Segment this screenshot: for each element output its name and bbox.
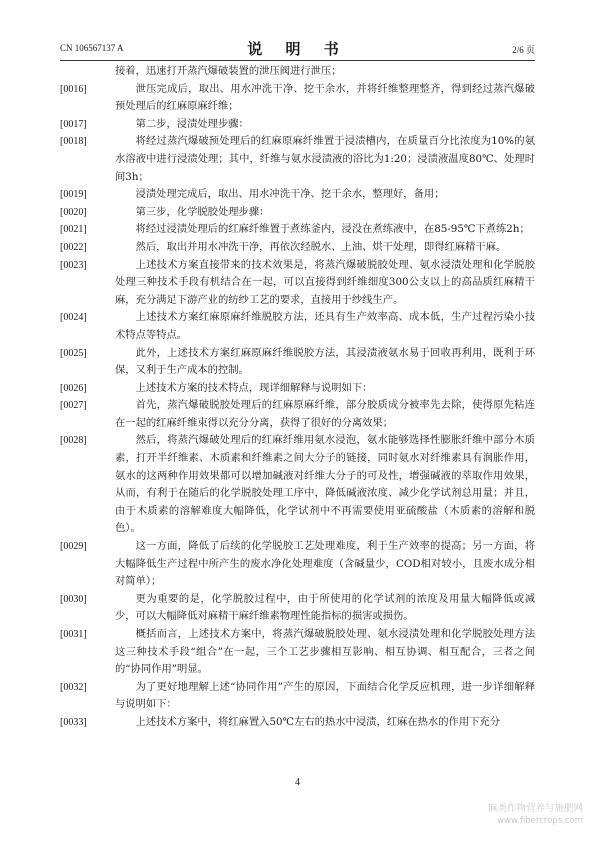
paragraph	[60, 186, 535, 204]
page-ref: 2/6 页	[512, 45, 535, 55]
paragraph-text: 接着，迅速打开蒸汽爆破装置的泄压阀进行泄压；	[115, 65, 342, 77]
paragraph	[60, 380, 535, 398]
paragraph	[60, 63, 535, 81]
page-number: 4	[295, 777, 300, 788]
paragraph-text: 泄压完成后，取出、用水冲洗干净、挖干余水，并将纤维整理整齐，得到经过蒸汽爆破预处理后的红麻原麻纤维；	[115, 82, 535, 113]
paragraph-number: [0033]	[60, 716, 87, 728]
paragraph-number: [0023]	[60, 259, 87, 271]
paragraph	[60, 133, 535, 186]
body-text	[60, 63, 535, 732]
paragraph	[60, 345, 535, 380]
paragraph-text: 浸渍处理完成后，取出、用水冲洗干净、挖干余水，整理好，备用；	[135, 188, 445, 201]
paragraph	[60, 591, 535, 626]
header-rule	[60, 60, 535, 61]
paragraph-text: 上述技术方案的技术特点，现详细解释与说明如下：	[135, 381, 373, 394]
paragraph-number: [0030]	[60, 593, 87, 605]
paragraph-number: [0018]	[60, 136, 87, 148]
paragraph	[60, 257, 535, 310]
paragraph	[60, 221, 535, 239]
paragraph	[60, 626, 535, 679]
paragraph-number: [0017]	[60, 118, 87, 130]
paragraph-number: [0026]	[60, 382, 87, 394]
paragraph	[60, 538, 535, 591]
paragraph-number: [0027]	[60, 400, 87, 412]
paragraph-number: [0024]	[60, 312, 87, 324]
paragraph-number: [0021]	[60, 224, 87, 236]
paragraph	[60, 714, 535, 732]
paragraph-text: 上述技术方案红麻原麻纤维脱胶方法，还具有生产效率高、成本低，生产过程污染小技术特点等特点。	[115, 311, 535, 341]
paragraph-number: [0019]	[60, 189, 87, 201]
paragraph-text: 此外，上述技术方案红麻原麻纤维脱胶方法，其浸渍液氨水易于回收再利用，既利于环保，又利于生产成本的控制。	[115, 346, 535, 377]
paragraph-number: [0028]	[60, 435, 87, 447]
paragraph	[60, 204, 535, 222]
paragraph	[60, 679, 535, 714]
paragraph-text: 这一方面，降低了后续的化学脱胶工艺处理难度，利于生产效率的提高；另一方面，将大幅降低生产过程中所产生的废水净化处理难度（含碱量少，COD相对较小，且废水成分相对简单）；	[115, 540, 535, 588]
watermark-url: www.fibercrops.com	[497, 816, 583, 826]
paragraph-text: 概括而言，上述技术方案中，将蒸汽爆破脱胶处理、氨水浸渍处理和化学脱胶处理方法这三种技术手段“组合”在一起，三个工艺步骤相互影响、相互协调、相互配合，三者之间的“协同作用”明显。	[115, 628, 535, 676]
paragraph-number: [0029]	[60, 541, 87, 553]
paragraph-text: 更为重要的是，化学脱胶过程中，由于所使用的化学试剂的浓度及用量大幅降低或减少，可以大幅降低对麻精干麻纤维素物理性能指标的损害或损伤。	[115, 592, 535, 623]
doc-number: CN 106567137 A	[60, 43, 124, 53]
paragraph-text: 将经过浸渍处理后的红麻纤维置于煮练釜内，浸没在煮练液中，在85-95℃下煮练2h；	[135, 223, 530, 236]
paragraph-number: [0032]	[60, 681, 87, 693]
paragraph	[60, 116, 535, 134]
paragraph	[60, 397, 535, 432]
paragraph-text: 第二步，浸渍处理步骤：	[135, 117, 249, 130]
paragraph-text: 首先，蒸汽爆破脱胶处理后的红麻原麻纤维，部分胶质成分被率先去除，使得原先粘连在一起的红麻纤维束得以充分分离，获得了很好的分离效果；	[115, 399, 535, 429]
paragraph-text: 上述技术方案中，将红麻置入50℃左右的热水中浸渍，红麻在热水的作用下充分	[135, 715, 501, 728]
paragraph	[60, 432, 535, 538]
paragraph	[60, 239, 535, 257]
paragraph-number: [0031]	[60, 629, 87, 640]
paragraph	[60, 81, 535, 116]
paragraph-number: [0022]	[60, 241, 87, 253]
paragraph	[60, 309, 535, 344]
watermark	[413, 802, 583, 828]
paragraph-text: 然后，取出并用水冲洗干净，再依次经脱水、上油、烘干处理，即得红麻精干麻。	[135, 240, 507, 253]
doc-title: 说 明 书	[247, 40, 348, 58]
paragraph-text: 第三步，化学脱胶处理步骤：	[135, 205, 270, 218]
page-header	[60, 38, 535, 58]
paragraph-number: [0025]	[60, 347, 87, 359]
paragraph-number: [0020]	[60, 206, 87, 218]
paragraph-text: 为了更好地理解上述“协同作用”产生的原因，下面结合化学反应机理，进一步详细解释与说明如下：	[115, 680, 535, 711]
paragraph-text: 然后，将蒸汽爆破处理后的红麻纤维用氨水浸泡，氨水能够选择性膨胀纤维中部分木质素，打开半纤维素、木质素和纤维素之间大分子的链接，同时氨水对纤维素具有润胀作用，氨水的这两种作用效果都可以增加碱液对纤维大分子的可及性，增强碱液的萃取作用效果，从而，有利于在随后的化学脱胶处理工序中，降低碱液浓度、减少化学试剂总用量；并且，由于木质素的溶解难度大幅降低，化学试剂中不再需要使用亚硫酸盐（木质素的溶解和脱色）。	[115, 434, 535, 535]
paragraph-text: 将经过蒸汽爆破预处理后的红麻原麻纤维置于浸渍槽内，在质量百分比浓度为10%的氨水溶液中进行浸渍处理；其中，纤维与氨水浸渍液的浴比为1:20；浸渍液温度80℃、处理时间3h；	[115, 135, 535, 183]
paragraph-number: [0016]	[60, 83, 87, 95]
watermark-title: 麻类作物营养与施肥网	[487, 803, 583, 814]
paragraph-text: 上述技术方案直接带来的技术效果是，将蒸汽爆破脱胶处理、氨水浸渍处理和化学脱胶处理三种技术手段有机结合在一起，可以直接得到纤维细度300公支以上的高品质红麻精干麻，充分满足下游产业的纺纱工艺的要求，直接用于纱线生产。	[115, 258, 535, 306]
